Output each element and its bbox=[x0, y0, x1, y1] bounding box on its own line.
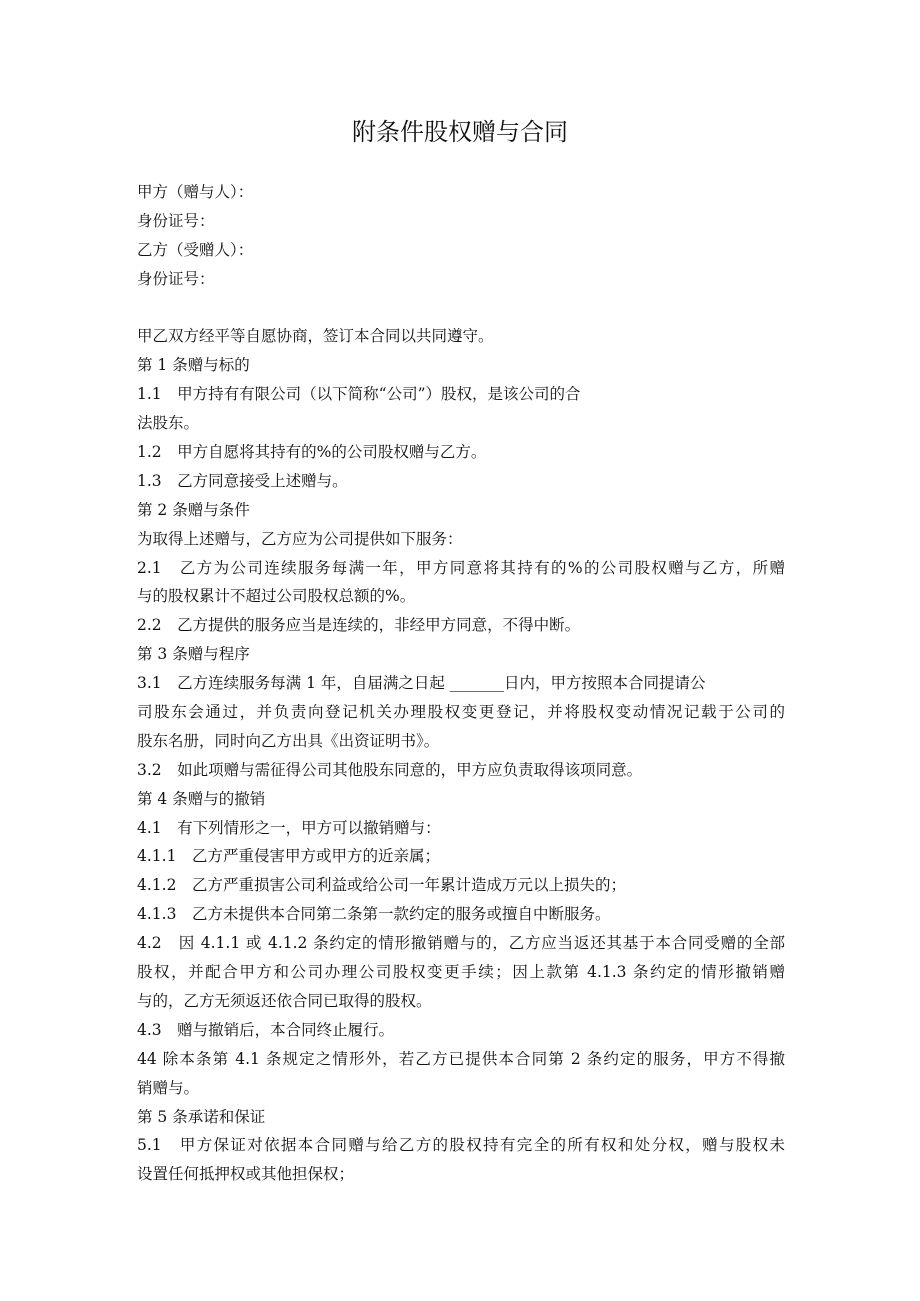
clause-3-1-line-1: 3.1 乙方连续服务每满 1 年，自届满之日起 _______日内，甲方按照本合同提请公 bbox=[137, 674, 706, 693]
clause-4-1-3: 4.1.3 乙方未提供本合同第二条第一款约定的服务或擅自中断服务。 bbox=[137, 905, 611, 924]
clause-3-2: 3.2 如此项赠与需征得公司其他股东同意的，甲方应负责取得该项同意。 bbox=[137, 760, 643, 779]
article-3-heading: 第 3 条赠与程序 bbox=[137, 645, 250, 664]
clause-1-3: 1.3 乙方同意接受上述赠与。 bbox=[137, 471, 348, 490]
party-b-line: 乙方（受赠人）： bbox=[137, 240, 254, 259]
clause-2-2: 2.2 乙方提供的服务应当是连续的，非经甲方同意，不得中断。 bbox=[137, 616, 581, 635]
clause-5-1-line-2: 设置任何抵押权或其他担保权； bbox=[137, 1165, 355, 1184]
clause-4-4-line-1: 44 除本条第 4.1 条规定之情形外，若乙方已提供本合同第 2 条约定的服务，甲方不得撤 bbox=[137, 1049, 785, 1068]
party-a-id-line: 身份证号： bbox=[137, 211, 215, 230]
clause-4-3: 4.3 赠与撤销后，本合同终止履行。 bbox=[137, 1020, 395, 1039]
party-b-id-line: 身份证号： bbox=[137, 269, 215, 288]
clause-1-2: 1.2 甲方自愿将其持有的%的公司股权赠与乙方。 bbox=[137, 443, 487, 462]
blank-line bbox=[137, 294, 785, 323]
clause-4-1-2: 4.1.2 乙方严重损害公司利益或给公司一年累计造成万元以上损失的； bbox=[137, 876, 626, 895]
clause-4-4-line-2: 销赠与。 bbox=[137, 1078, 200, 1097]
article-5-heading: 第 5 条承诺和保证 bbox=[137, 1107, 266, 1126]
party-a-line: 甲方（赠与人）： bbox=[137, 183, 254, 201]
contract-body bbox=[137, 178, 785, 1189]
clause-1-1-line-1: 1.1 甲方持有有限公司（以下简称“公司”）股权，是该公司的合 bbox=[137, 385, 581, 404]
clause-3-1-line-3: 股东名册，同时向乙方出具《出资证明书》。 bbox=[137, 731, 440, 750]
clause-5-1-line-1: 5.1 甲方保证对依据本合同赠与给乙方的股权持有完全的所有权和处分权，赠与股权未 bbox=[137, 1136, 785, 1155]
article-1-heading: 第 1 条赠与标的 bbox=[137, 356, 250, 375]
clause-4-1-1: 4.1.1 乙方严重侵害甲方或甲方的近亲属； bbox=[137, 847, 440, 866]
clause-4-2-line-2: 股权，并配合甲方和公司办理公司股权变更手续；因上款第 4.1.3 条约定的情形撤销赠 bbox=[137, 963, 785, 982]
clause-4-2-line-3: 与的，乙方无须返还依合同已取得的股权。 bbox=[137, 991, 432, 1010]
article-4-heading: 第 4 条赠与的撤销 bbox=[137, 789, 266, 808]
article-2-heading: 第 2 条赠与条件 bbox=[137, 500, 250, 519]
clause-4-1: 4.1 有下列情形之一，甲方可以撤销赠与： bbox=[137, 818, 441, 837]
clause-3-1-line-2: 司股东会通过，并负责向登记机关办理股权变更登记，并将股权变动情况记载于公司的 bbox=[137, 703, 785, 722]
clause-2-1-line-1: 2.1 乙方为公司连续服务每满一年，甲方同意将其持有的%的公司股权赠与乙方，所赠 bbox=[137, 558, 785, 577]
clause-1-1-line-2: 法股东。 bbox=[137, 414, 200, 433]
clause-2-1-line-2: 与的股权累计不超过公司股权总额的%。 bbox=[137, 587, 416, 606]
clause-4-2-line-1: 4.2 因 4.1.1 或 4.1.2 条约定的情形撤销赠与的，乙方应当返还其基于本合同受赠的全部 bbox=[137, 934, 785, 953]
document-title: 附条件股权赠与合同 bbox=[352, 118, 568, 146]
preamble: 甲乙双方经平等自愿协商，签订本合同以共同遵守。 bbox=[137, 327, 494, 346]
article-2-intro: 为取得上述赠与，乙方应为公司提供如下服务： bbox=[137, 529, 463, 548]
